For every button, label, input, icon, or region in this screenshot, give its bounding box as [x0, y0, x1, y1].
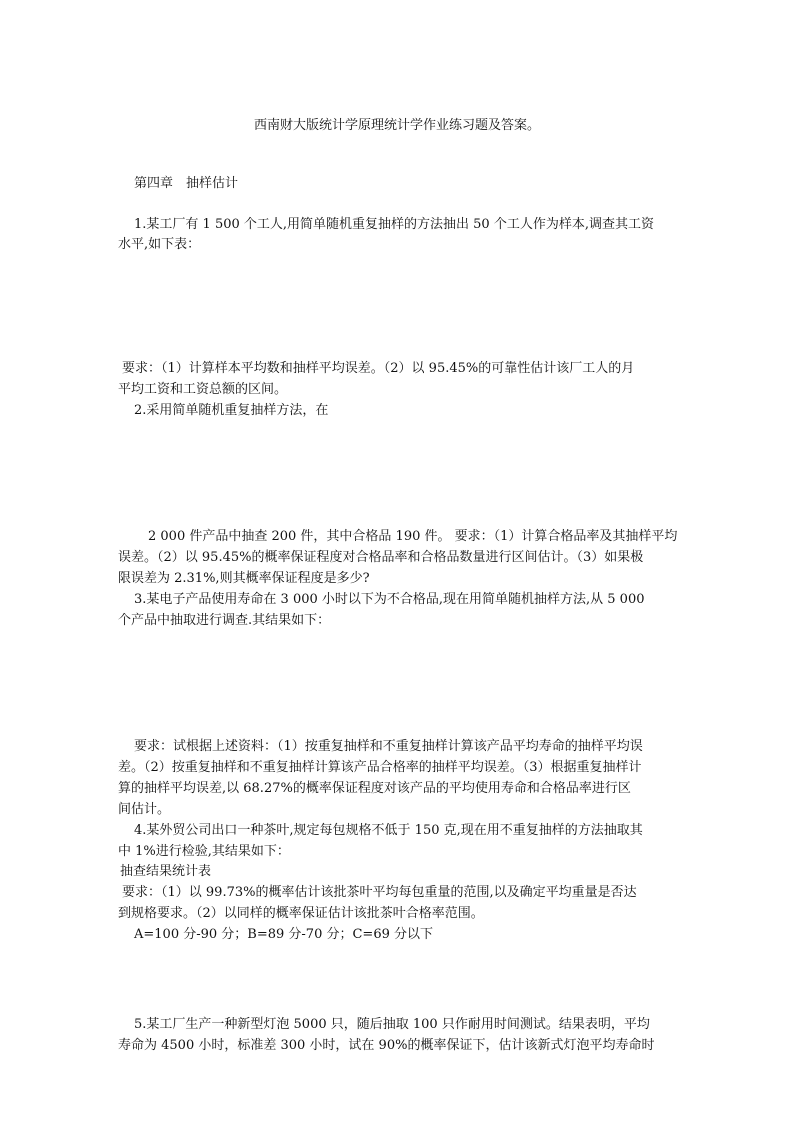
q3-req-line-2: 差。（2）按重复抽样和不重复抽样计算该产品合格率的抽样平均误差。（3）根据重复抽样计	[118, 760, 642, 775]
q5-line-1: 5.某工厂生产一种新型灯泡 5000 只，随后抽取 100 只作耐用时间测试。结果表明，平均	[134, 1017, 650, 1032]
q4-req-line-1: 要求：（1）以 99.73%的概率估计该批茶叶平均每包重量的范围,以及确定平均重量是否达	[122, 885, 637, 900]
q3-line-1: 3.某电子产品使用寿命在 3 000 小时以下为不合格品,现在用简单随机抽样方法,从 5 000	[134, 592, 645, 607]
q3-req-line-4: 间估计。	[118, 802, 171, 817]
q1-line-2: 水平,如下表：	[118, 237, 201, 252]
q4-grade-line: A=100 分-90 分；B=89 分-70 分；C=69 分以下	[134, 927, 433, 942]
q2-line-3: 误差。（2）以 95.45%的概率保证程度对合格品率和合格品数量进行区间估计。（3）如果极	[118, 550, 644, 565]
q1-req-line-2: 平均工资和工资总额的区间。	[118, 382, 288, 397]
q1-req-line-1: 要求：（1）计算样本平均数和抽样平均误差。（2）以 95.45%的可靠性估计该厂工人的月	[122, 361, 635, 376]
q2-line-1: 2.采用简单随机重复抽样方法，在	[134, 403, 329, 418]
q3-line-2: 个产品中抽取进行调查.其结果如下：	[118, 613, 331, 628]
q4-line-2: 中 1%进行检验,其结果如下：	[118, 844, 290, 859]
q1-line-1: 1.某工厂有 1 500 个工人,用简单随机重复抽样的方法抽出 50 个工人作为样本,调查其工资	[134, 217, 654, 232]
q2-line-4: 限误差为 2.31%,则其概率保证程度是多少?	[118, 571, 370, 586]
q4-line-1: 4.某外贸公司出口一种茶叶,规定每包规格不低于 150 克,现在用不重复抽样的方法抽取其	[134, 823, 643, 838]
q4-table-caption: 抽查结果统计表	[120, 864, 212, 879]
q3-req-line-1: 要求：试根据上述资料：（1）按重复抽样和不重复抽样计算该产品平均寿命的抽样平均误	[134, 739, 643, 754]
q4-req-line-2: 到规格要求。（2）以同样的概率保证估计该批茶叶合格率范围。	[118, 906, 484, 921]
q3-req-line-3: 算的抽样平均误差,以 68.27%的概率保证程度对该产品的平均使用寿命和合格品率进行区	[118, 781, 631, 796]
q5-line-2: 寿命为 4500 小时，标准差 300 小时，试在 90%的概率保证下，估计该新式灯泡平均寿命时	[118, 1038, 655, 1053]
document-title: 西南财大版统计学原理统计学作业练习题及答案。	[253, 118, 540, 133]
q2-line-2: 2 000 件产品中抽查 200 件，其中合格品 190 件。 要求：（1）计算合格品率及其抽样平均	[148, 529, 678, 544]
chapter-heading: 第四章 抽样估计	[134, 176, 239, 191]
